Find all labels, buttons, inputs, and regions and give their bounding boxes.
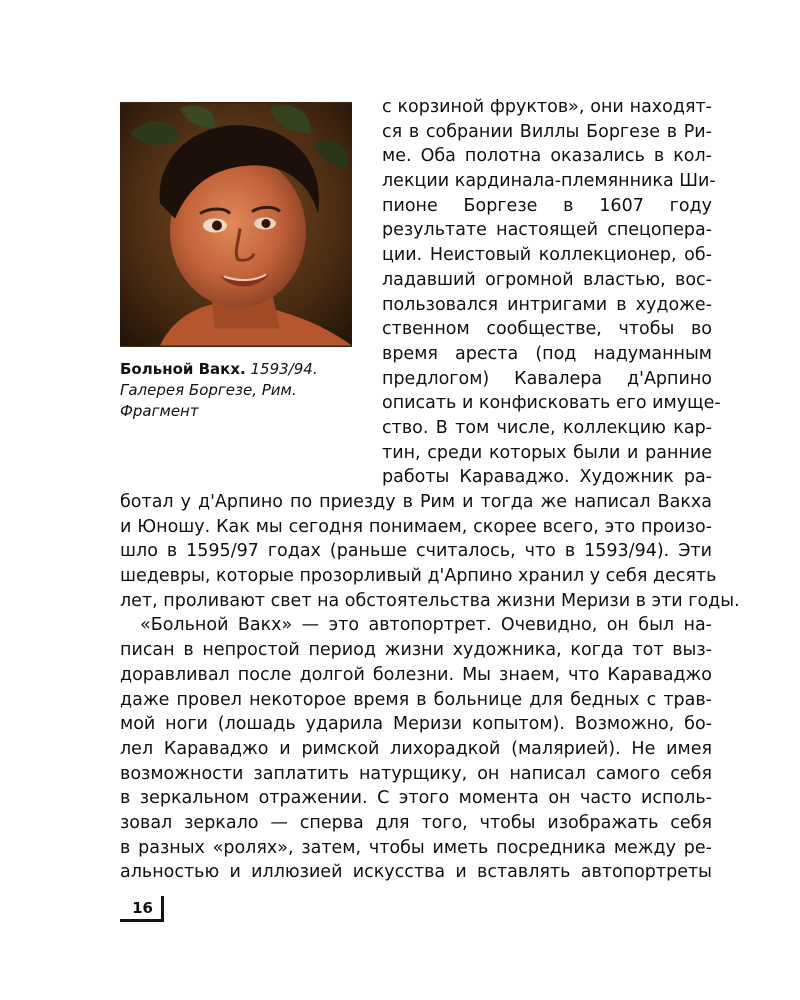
text-line: пионе Боргезе в 1607 году [382, 195, 712, 216]
painting-fragment-image [120, 102, 352, 347]
text-line: ся в собрании Виллы Боргезе в Ри- [382, 121, 712, 142]
caption-location: Галерея Боргезе, Рим. [120, 381, 297, 399]
text-line: мой ноги (лошадь ударила Меризи копытом). Возможно, бо- [120, 714, 712, 735]
text-line: ботал у д'Арпино по приезду в Рим и тогда же написал Вакха [120, 492, 712, 512]
caption-title: Больной Вакх. [120, 360, 246, 378]
caption-fragment-note: Фрагмент [120, 402, 199, 420]
text-line: тин, среди которых были и ранние [382, 442, 712, 463]
text-line: доравливал после долгой болезни. Мы знаем, что Караваджо [120, 664, 712, 685]
text-line: и Юношу. Как мы сегодня понимаем, скорее всего, это произо- [120, 516, 712, 537]
text-line: лел Караваджо и римской лихорадкой (малярией). Не имея [120, 738, 712, 759]
text-line: зовал зеркало — сперва для того, чтобы изображать себя [120, 812, 712, 833]
caption-line-1 [120, 359, 360, 380]
text-line: шло в 1595/97 годах (раньше считалось, что в 1593/94). Эти [120, 541, 712, 562]
text-line: ладавший огромной властью, вос- [382, 269, 712, 290]
text-line: результате настоящей спецопера- [382, 220, 712, 241]
text-line: ме. Оба полотна оказались в кол- [382, 146, 712, 167]
figure-caption [120, 359, 360, 422]
text-line: в разных «ролях», затем, чтобы иметь посредника между ре- [120, 837, 712, 858]
caption-date: 1593/94. [245, 360, 318, 378]
text-line: в зеркальном отражении. С этого момента он часто исполь- [120, 788, 712, 809]
text-line: предлогом) Кавалера д'Арпино [382, 368, 712, 389]
text-line: лет, проливают свет на обстоятельства жизни Меризи в эти годы. [120, 590, 740, 611]
text-line: работы Караваджо. Художник ра- [382, 467, 712, 488]
portrait-illustration [120, 102, 352, 347]
text-line: даже провел некоторое время в больнице для бедных с трав- [120, 689, 712, 710]
text-line: с корзиной фруктов», они находят- [382, 97, 712, 117]
text-line: шедевры, которые прозорливый д'Арпино хранил у себя десять [120, 566, 717, 587]
text-line: ции. Неистовый коллекционер, об- [382, 245, 712, 266]
text-line: возможности заплатить натурщику, он написал самого себя [120, 763, 712, 784]
text-line: ственном сообществе, чтобы во [382, 319, 712, 340]
paragraph-start-line: «Больной Вакх» — это автопортрет. Очевидно, он был на- [140, 615, 712, 636]
text-line: описать и конфисковать его имуще- [382, 393, 721, 414]
text-line: время ареста (под надуманным [382, 343, 712, 364]
page-number: 16 [120, 896, 164, 922]
text-line: писан в непростой период жизни художника, когда тот выз- [120, 640, 712, 661]
text-line: лекции кардинала-племянника Ши- [382, 171, 716, 192]
text-line: пользовался интригами в художе- [382, 294, 712, 315]
text-line: альностью и иллюзией искусства и вставлять автопортреты [120, 862, 712, 883]
text-line: ство. В том числе, коллекцию кар- [382, 417, 712, 438]
